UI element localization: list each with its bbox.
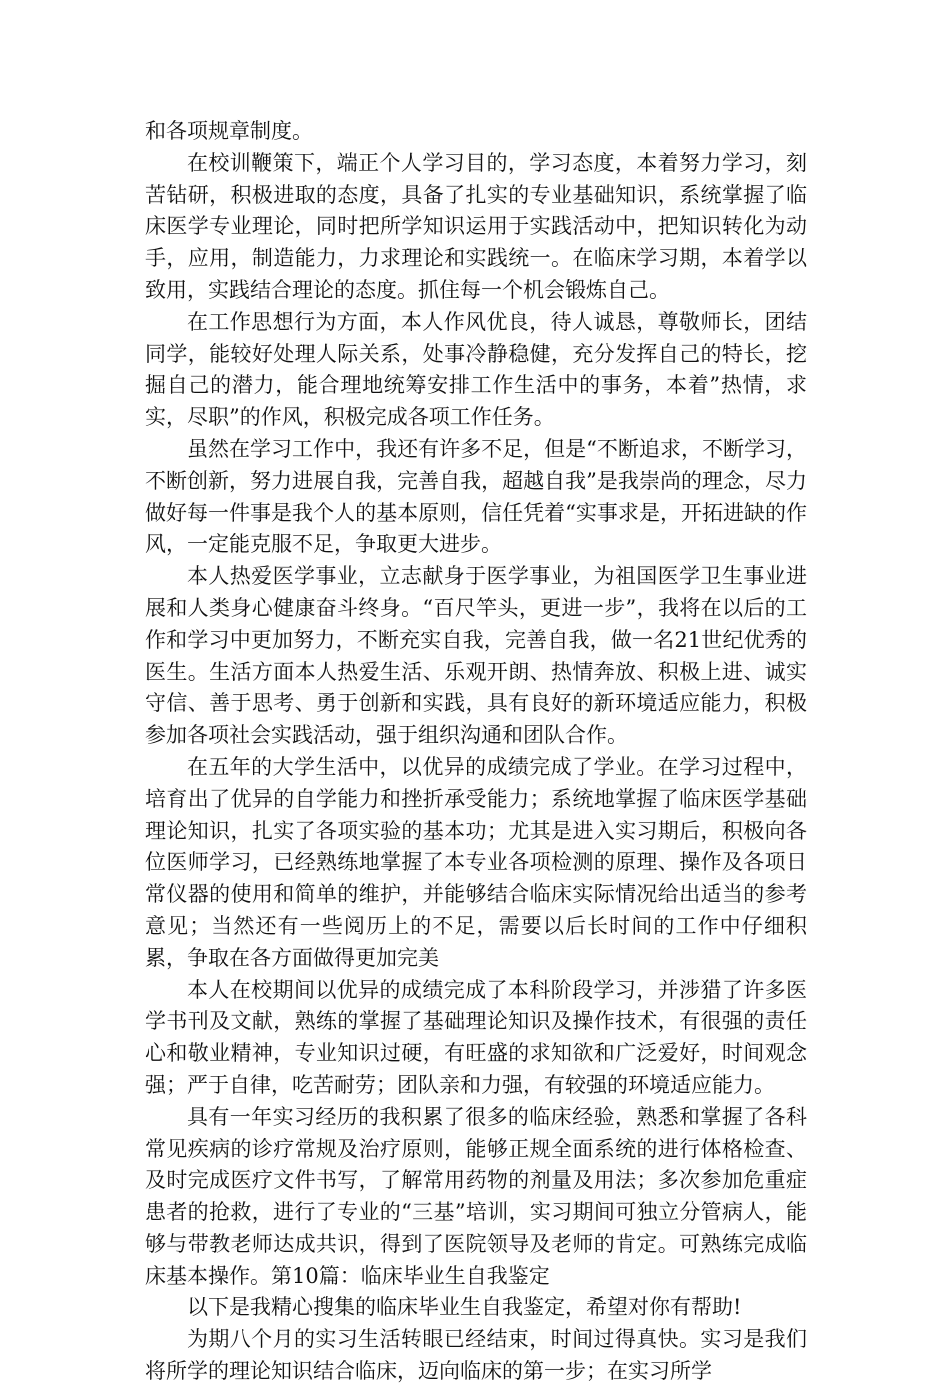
paragraph-9: 以下是我精心搜集的临床毕业生自我鉴定，希望对你有帮助! bbox=[187, 1295, 742, 1320]
paragraph-10: 为期八个月的实习生活转眼已经结束，时间过得真快。实习是我们将所学的理论知识结合临床，迈向临床的第一步；在实习所学 bbox=[145, 1327, 807, 1384]
paragraph-2: 在校训鞭策下，端正个人学习目的，学习态度，本着努力学习，刻苦钻研，积极进取的态度，具备了扎实的专业基础知识，系统掌握了临床医学专业理论，同时把所学知识运用于实践活动中，把知识转化为动手，应用，制造能力，力求理论和实践统一。在临床学习期，本着学以致用，实践结合理论的态度。抓住每一个机会锻炼自己。 bbox=[145, 150, 807, 302]
paragraph-1: 和各项规章制度。 bbox=[145, 119, 313, 143]
paragraph-7: 本人在校期间以优异的成绩完成了本科阶段学习，并涉猎了许多医学书刊及文献，熟练的掌握了基础理论知识及操作技术，有很强的责任心和敬业精神，专业知识过硬，有旺盛的求知欲和广泛爱好，时间观念强；严于自律，吃苦耐劳；团队亲和力强，有较强的环境适应能力。 bbox=[145, 977, 807, 1097]
document-body bbox=[145, 116, 807, 1388]
paragraph-3: 在工作思想行为方面，本人作风优良，待人诚恳，尊敬师长，团结同学，能较好处理人际关系，处事冷静稳健，充分发挥自己的特长，挖掘自己的潜力，能合理地统筹安排工作生活中的事务，本着”热情，求实，尽职”的作风，积极完成各项工作任务。 bbox=[145, 309, 807, 430]
paragraph-6: 在五年的大学生活中，以优异的成绩完成了学业。在学习过程中，培育出了优异的自学能力和挫折承受能力；系统地掌握了临床医学基础理论知识，扎实了各项实验的基本功；尤其是进入实习期后，积极向各位医师学习，已经熟练地掌握了本专业各项检测的原理、操作及各项日常仪器的使用和简单的维护，并能够结合临床实际情况给出适当的参考意见；当然还有一些阅历上的不足，需要以后长时间的工作中仔细积累，争取在各方面做得更加完美 bbox=[145, 754, 807, 970]
paragraph-4: 虽然在学习工作中，我还有许多不足，但是“不断追求，不断学习，不断创新，努力进展自我，完善自我，超越自我”是我崇尚的理念，尽力做好每一件事是我个人的基本原则，信任凭着“实事求是，开拓进缺的作风，一定能克服不足，争取更大进步。 bbox=[145, 436, 807, 557]
paragraph-8: 具有一年实习经历的我积累了很多的临床经验，熟悉和掌握了各科常见疾病的诊疗常规及治疗原则，能够正规全面系统的进行体格检查、及时完成医疗文件书写，了解常用药物的剂量及用法；多次参加危重症患者的抢救，进行了专业的“三基”培训，实习期间可独立分管病人，能够与带教老师达成共识，得到了医院领导及老师的肯定。可熟练完成临床基本操作。第10篇：临床毕业生自我鉴定 bbox=[145, 1104, 807, 1288]
paragraph-5: 本人热爱医学事业，立志献身于医学事业，为祖国医学卫生事业进展和人类身心健康奋斗终身。“百尺竿头，更进一步”，我将在以后的工作和学习中更加努力，不断充实自我，完善自我，做一名21世纪优秀的医生。生活方面本人热爱生活、乐观开朗、热情奔放、积极上进、诚实守信、善于思考、勇于创新和实践，具有良好的新环境适应能力，积极参加各项社会实践活动，强于组织沟通和团队合作。 bbox=[145, 564, 807, 748]
